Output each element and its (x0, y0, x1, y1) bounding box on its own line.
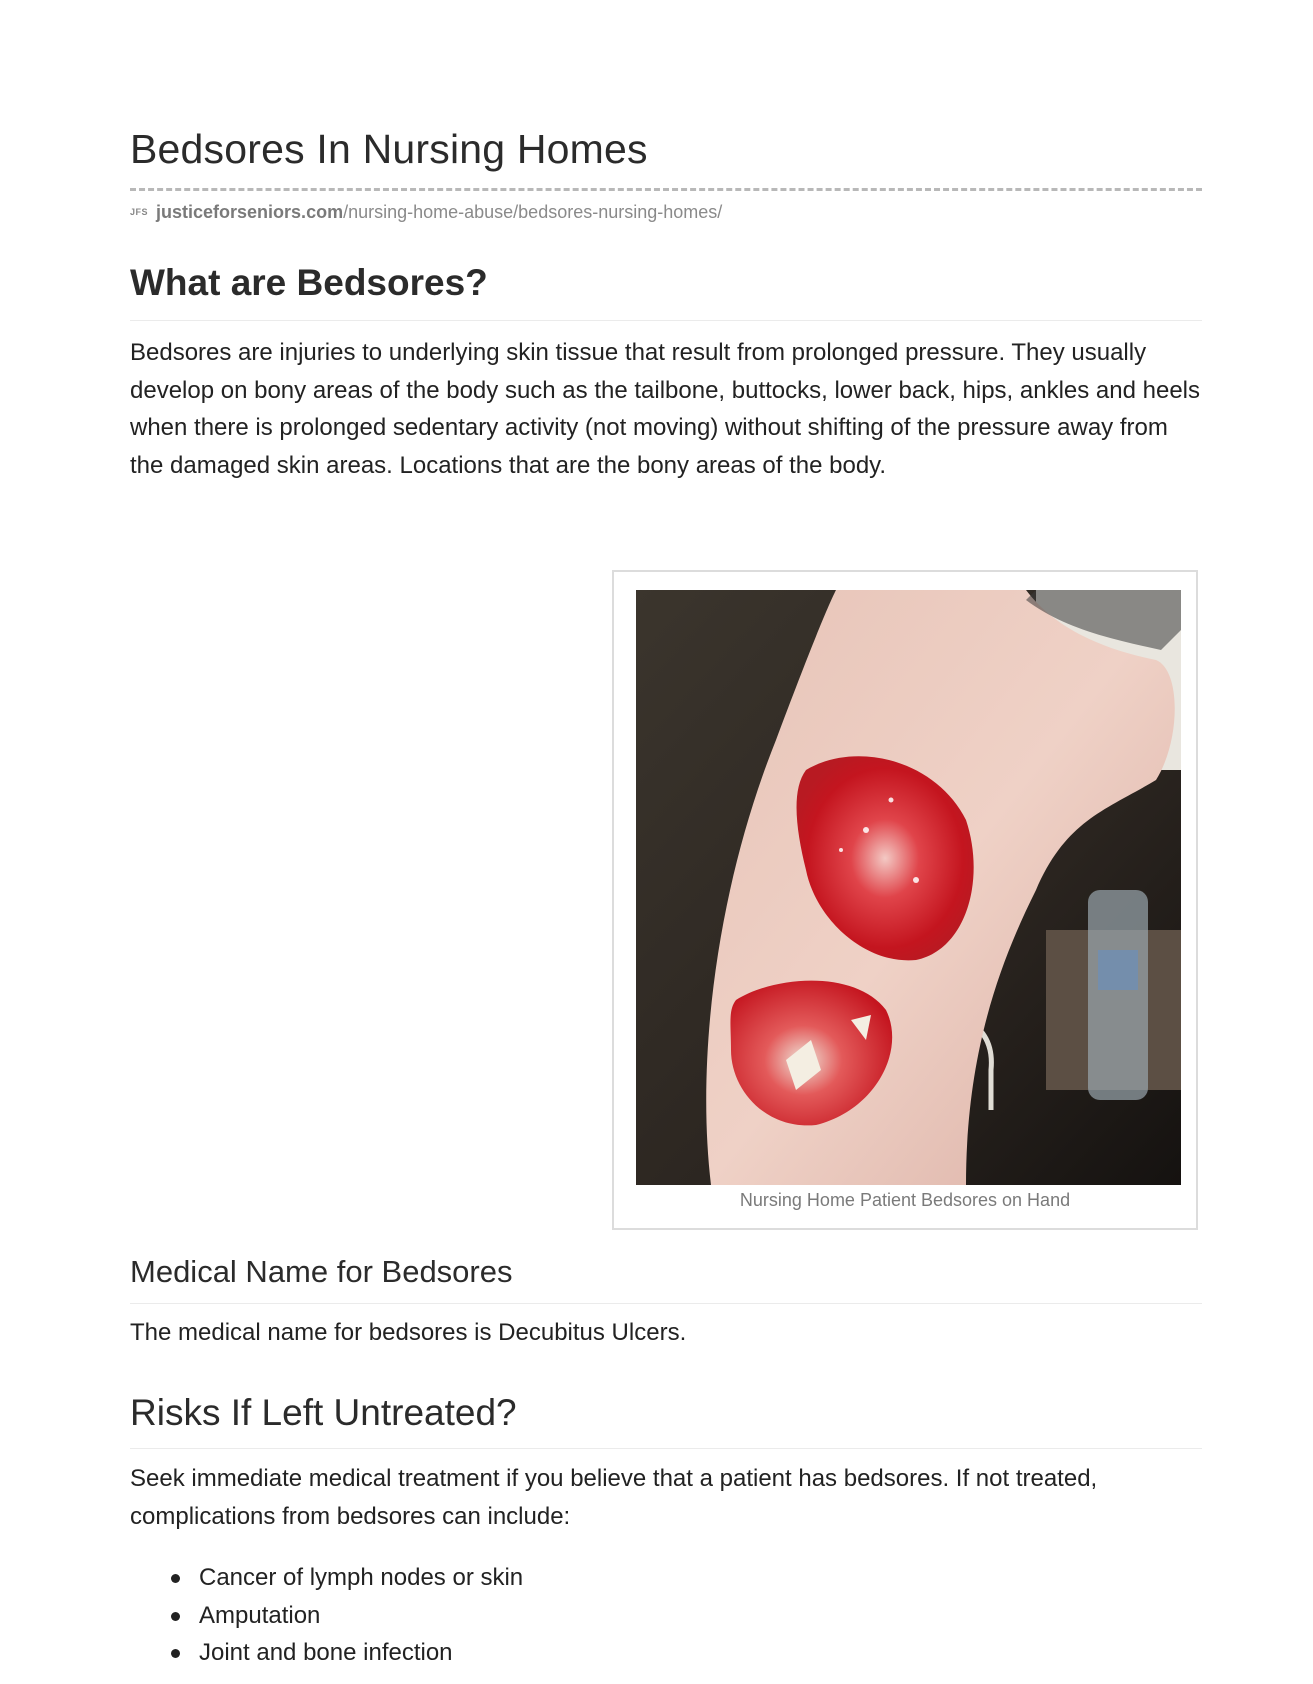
section-body-risks: Seek immediate medical treatment if you believe that a patient has bedsores. If not treated, complications from bedsores can include: (130, 1465, 1098, 1530)
section-divider (130, 1303, 1202, 1304)
bullet-icon (171, 1649, 180, 1658)
bullet-icon (171, 1574, 180, 1583)
section-body-medical-name: The medical name for bedsores is Decubitus Ulcers. (130, 1319, 687, 1346)
source-domain[interactable]: justiceforseniors.com (156, 202, 344, 222)
figure-bedsores-photo (612, 570, 1198, 1230)
section-heading-what-are-bedsores: What are Bedsores? (130, 262, 488, 303)
list-item-text: Amputation (199, 1601, 321, 1629)
bedsores-hand-photo (636, 590, 1181, 1185)
page-title: Bedsores In Nursing Homes (130, 126, 648, 172)
section-heading-medical-name: Medical Name for Bedsores (130, 1254, 513, 1289)
list-item-text: Cancer of lymph nodes or skin (199, 1564, 524, 1591)
section-divider (130, 1448, 1202, 1449)
source-path[interactable]: /nursing-home-abuse/bedsores-nursing-homes/ (343, 202, 723, 222)
section-body-what-are-bedsores: Bedsores are injuries to underlying skin tissue that result from prolonged pressure. They usually develop on bony areas of the body such as the tailbone, buttocks, lower back, hips, ankles and heels when there is prolonged sedentary activity (not moving) without shifting of the pressure away from the damaged skin areas. Locations that are the bony areas of the body. (130, 339, 1201, 479)
title-divider (130, 188, 1202, 191)
section-divider (130, 320, 1202, 321)
section-heading-risks: Risks If Left Untreated? (130, 1392, 517, 1433)
list-item (130, 1634, 523, 1672)
list-item (130, 1597, 523, 1635)
site-favicon-icon: JFS (130, 207, 149, 217)
bullet-icon (171, 1612, 180, 1621)
complications-list (130, 1559, 523, 1672)
source-url[interactable] (130, 202, 722, 223)
list-item-text: Joint and bone infection (199, 1639, 453, 1667)
list-item (130, 1559, 523, 1597)
figure-caption: Nursing Home Patient Bedsores on Hand (739, 1190, 1071, 1210)
